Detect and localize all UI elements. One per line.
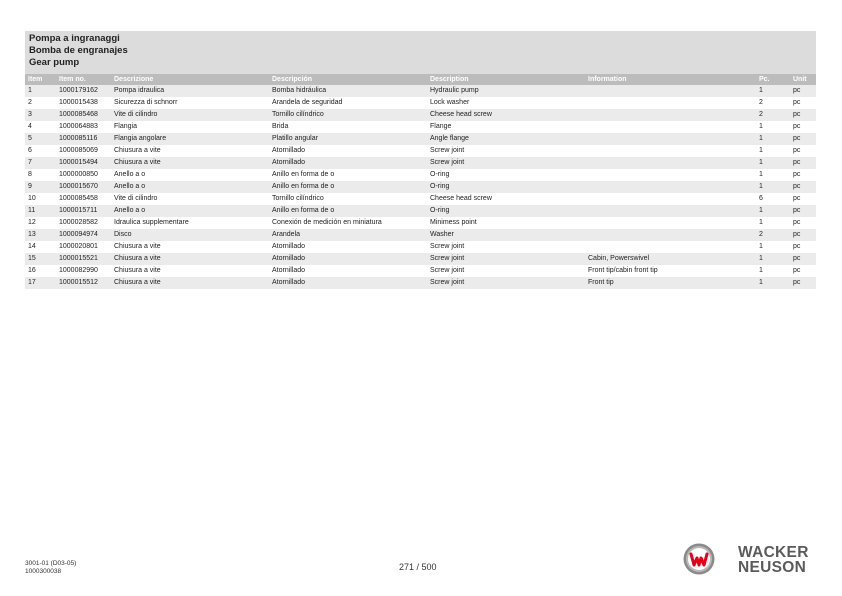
cell-description: Minimess point — [430, 219, 477, 226]
cell-item-no: 1000015494 — [56, 157, 111, 169]
cell-pc: 1 — [759, 133, 790, 145]
footer-doc-info — [25, 560, 76, 576]
col-header-information: Information — [585, 74, 759, 85]
cell-description: Cheese head screw — [430, 195, 492, 202]
cell-information — [585, 229, 759, 241]
cell-information — [585, 157, 759, 169]
table-row — [25, 265, 816, 277]
footer-doc-number: 1000300038 — [25, 568, 62, 575]
cell-item: 6 — [28, 147, 32, 154]
cell-unit: pc — [793, 267, 801, 274]
cell-descrizione: Chiusura a vite — [111, 157, 269, 169]
cell-description: Screw joint — [427, 157, 585, 169]
table-row — [25, 109, 816, 121]
cell-descripcion: Arandela de seguridad — [272, 99, 343, 106]
cell-descripcion: Bomba hidráulica — [269, 85, 427, 97]
cell-description: O-ring — [430, 171, 450, 178]
col-header-item-no: Item no. — [56, 74, 111, 85]
cell-descripcion: Anillo en forma de o — [269, 181, 427, 193]
cell-pc: 1 — [759, 205, 790, 217]
cell-unit: pc — [793, 195, 801, 202]
cell-information: Cabin, Powerswivel — [585, 253, 759, 265]
cell-unit: pc — [793, 243, 801, 250]
cell-descripcion: Arandela — [269, 229, 427, 241]
cell-information — [585, 145, 759, 157]
cell-item-no: 1000015670 — [56, 181, 111, 193]
cell-information — [585, 133, 759, 145]
cell-descrizione: Idraulica supplementare — [114, 219, 189, 226]
cell-item: 11 — [25, 205, 56, 217]
cell-descrizione: Chiusura a vite — [114, 267, 161, 274]
cell-item-no: 1000015521 — [56, 253, 111, 265]
cell-descripcion: Platillo angular — [269, 133, 427, 145]
cell-description: Screw joint — [430, 243, 465, 250]
col-header-item: Item — [25, 74, 56, 85]
cell-unit: pc — [793, 123, 801, 130]
title-box — [25, 31, 816, 74]
brand-logo-text — [738, 545, 809, 575]
cell-descripcion: Atornillado — [272, 147, 306, 154]
cell-item: 4 — [28, 123, 32, 130]
cell-descrizione: Anello a o — [111, 205, 269, 217]
brand-line-2: NEUSON — [738, 559, 807, 576]
cell-item-no: 1000085458 — [59, 195, 98, 202]
cell-descripcion: Tornillo cilíndrico — [269, 109, 427, 121]
cell-descrizione: Chiusura a vite — [111, 253, 269, 265]
cell-pc: 1 — [759, 171, 763, 178]
cell-pc: 1 — [759, 85, 790, 97]
cell-pc: 2 — [759, 229, 790, 241]
cell-pc: 2 — [759, 109, 790, 121]
parts-table — [25, 74, 816, 289]
cell-descripcion: Atornillado — [269, 277, 427, 289]
cell-information — [585, 217, 759, 229]
table-row — [25, 97, 816, 109]
table-row — [25, 85, 816, 97]
cell-description: Washer — [427, 229, 585, 241]
cell-descrizione: Flangia — [114, 123, 137, 130]
cell-description: Hydraulic pump — [427, 85, 585, 97]
cell-information — [585, 241, 759, 253]
col-header-description: Description — [427, 74, 585, 85]
cell-pc: 1 — [759, 157, 790, 169]
cell-item-no: 1000000850 — [59, 171, 98, 178]
page-number: 271 / 500 — [399, 562, 437, 572]
cell-unit: pc — [790, 109, 816, 121]
cell-item: 7 — [25, 157, 56, 169]
cell-item-no: 1000085468 — [56, 109, 111, 121]
cell-item: 1 — [25, 85, 56, 97]
table-row — [25, 169, 816, 181]
cell-information: Front tip — [585, 277, 759, 289]
cell-information — [585, 109, 759, 121]
cell-descrizione: Pompa idraulica — [111, 85, 269, 97]
title-italian: Pompa a ingranaggi — [29, 33, 120, 44]
cell-description: Lock washer — [430, 99, 470, 106]
cell-item: 8 — [28, 171, 32, 178]
cell-descrizione: Chiusura a vite — [111, 277, 269, 289]
brand-line-1: WACKER — [738, 544, 809, 561]
cell-descrizione: Flangia angolare — [111, 133, 269, 145]
cell-descripcion: Atornillado — [272, 267, 306, 274]
cell-descripcion: Atornillado — [272, 243, 306, 250]
cell-description: Screw joint — [430, 147, 465, 154]
cell-description: Flange — [430, 123, 452, 130]
cell-description: Angle flange — [427, 133, 585, 145]
cell-pc: 1 — [759, 181, 790, 193]
table-row — [25, 145, 816, 157]
cell-information — [585, 205, 759, 217]
col-header-unit: Unit — [790, 74, 816, 85]
cell-item-no: 1000082990 — [59, 267, 98, 274]
cell-item: 14 — [28, 243, 36, 250]
cell-item: 9 — [25, 181, 56, 193]
cell-item-no: 1000015512 — [56, 277, 111, 289]
table-row — [25, 277, 816, 289]
cell-information — [585, 193, 759, 205]
table-row — [25, 229, 816, 241]
col-header-pc: Pc. — [759, 74, 790, 85]
cell-pc: 6 — [759, 195, 763, 202]
cell-descrizione: Vite di cilindro — [114, 195, 158, 202]
cell-descripcion: Atornillado — [269, 253, 427, 265]
cell-pc: 1 — [759, 123, 763, 130]
cell-unit: pc — [790, 205, 816, 217]
cell-description: Screw joint — [427, 253, 585, 265]
cell-descrizione: Vite di cilindro — [111, 109, 269, 121]
cell-unit: pc — [793, 99, 801, 106]
cell-description: Screw joint — [430, 267, 465, 274]
cell-unit: pc — [790, 133, 816, 145]
cell-unit: pc — [790, 253, 816, 265]
cell-pc: 1 — [759, 253, 790, 265]
title-spanish: Bomba de engranajes — [29, 45, 128, 56]
cell-item: 10 — [28, 195, 36, 202]
cell-pc: 1 — [759, 267, 763, 274]
title-english: Gear pump — [29, 57, 80, 68]
cell-pc: 1 — [759, 243, 763, 250]
cell-unit: pc — [790, 157, 816, 169]
cell-description: O-ring — [427, 181, 585, 193]
cell-information — [585, 181, 759, 193]
cell-unit: pc — [793, 219, 801, 226]
cell-descripcion: Anillo en forma de o — [272, 171, 335, 178]
cell-unit: pc — [790, 229, 816, 241]
cell-item-no: 1000020801 — [59, 243, 98, 250]
table-row — [25, 217, 816, 229]
cell-item: 2 — [28, 99, 32, 106]
cell-descrizione: Disco — [111, 229, 269, 241]
cell-item: 17 — [25, 277, 56, 289]
cell-item-no: 1000094974 — [56, 229, 111, 241]
table-row — [25, 205, 816, 217]
cell-unit: pc — [790, 181, 816, 193]
cell-descrizione: Anello a o — [114, 171, 146, 178]
table-row — [25, 181, 816, 193]
table-row — [25, 241, 816, 253]
cell-unit: pc — [790, 277, 816, 289]
cell-item-no: 1000085069 — [59, 147, 98, 154]
cell-item-no: 1000015711 — [56, 205, 111, 217]
cell-item: 15 — [25, 253, 56, 265]
cell-item-no: 1000015438 — [59, 99, 98, 106]
cell-descripcion: Brida — [272, 123, 289, 130]
cell-item: 16 — [28, 267, 36, 274]
cell-descripcion: Tornillo cilíndrico — [272, 195, 324, 202]
cell-item-no: 1000064883 — [59, 123, 98, 130]
cell-item: 12 — [28, 219, 36, 226]
cell-information — [585, 169, 759, 181]
cell-information — [585, 85, 759, 97]
table-row — [25, 157, 816, 169]
cell-item: 3 — [25, 109, 56, 121]
cell-descripcion: Anillo en forma de o — [269, 205, 427, 217]
footer-doc-code: 3001-01 (D03-05) — [25, 560, 77, 567]
col-header-descripcion: Descripción — [269, 74, 427, 85]
cell-information — [585, 97, 759, 109]
cell-descrizione: Chiusura a vite — [114, 147, 161, 154]
table-row — [25, 121, 816, 133]
cell-item-no: 1000085116 — [56, 133, 111, 145]
cell-information: Front tip/cabin front tip — [588, 267, 658, 274]
cell-item: 13 — [25, 229, 56, 241]
cell-unit: pc — [793, 147, 801, 154]
cell-description: Cheese head screw — [427, 109, 585, 121]
cell-pc: 1 — [759, 147, 763, 154]
cell-descrizione: Sicurezza di schnorr — [114, 99, 178, 106]
cell-item: 5 — [25, 133, 56, 145]
cell-pc: 1 — [759, 219, 763, 226]
cell-pc: 1 — [759, 277, 790, 289]
cell-descrizione: Anello a o — [111, 181, 269, 193]
table-header-row — [25, 74, 816, 85]
cell-unit: pc — [793, 171, 801, 178]
cell-information — [585, 121, 759, 133]
cell-description: Screw joint — [427, 277, 585, 289]
cell-pc: 2 — [759, 99, 763, 106]
cell-description: O-ring — [427, 205, 585, 217]
table-row — [25, 133, 816, 145]
cell-item-no: 1000179162 — [56, 85, 111, 97]
table-row — [25, 193, 816, 205]
cell-descrizione: Chiusura a vite — [114, 243, 161, 250]
cell-descripcion: Conexión de medición en miniatura — [272, 219, 382, 226]
cell-descripcion: Atornillado — [269, 157, 427, 169]
cell-item-no: 1000028582 — [59, 219, 98, 226]
cell-unit: pc — [790, 85, 816, 97]
col-header-descrizione: Descrizione — [111, 74, 269, 85]
wacker-neuson-logo-icon — [683, 543, 715, 575]
table-row — [25, 253, 816, 265]
